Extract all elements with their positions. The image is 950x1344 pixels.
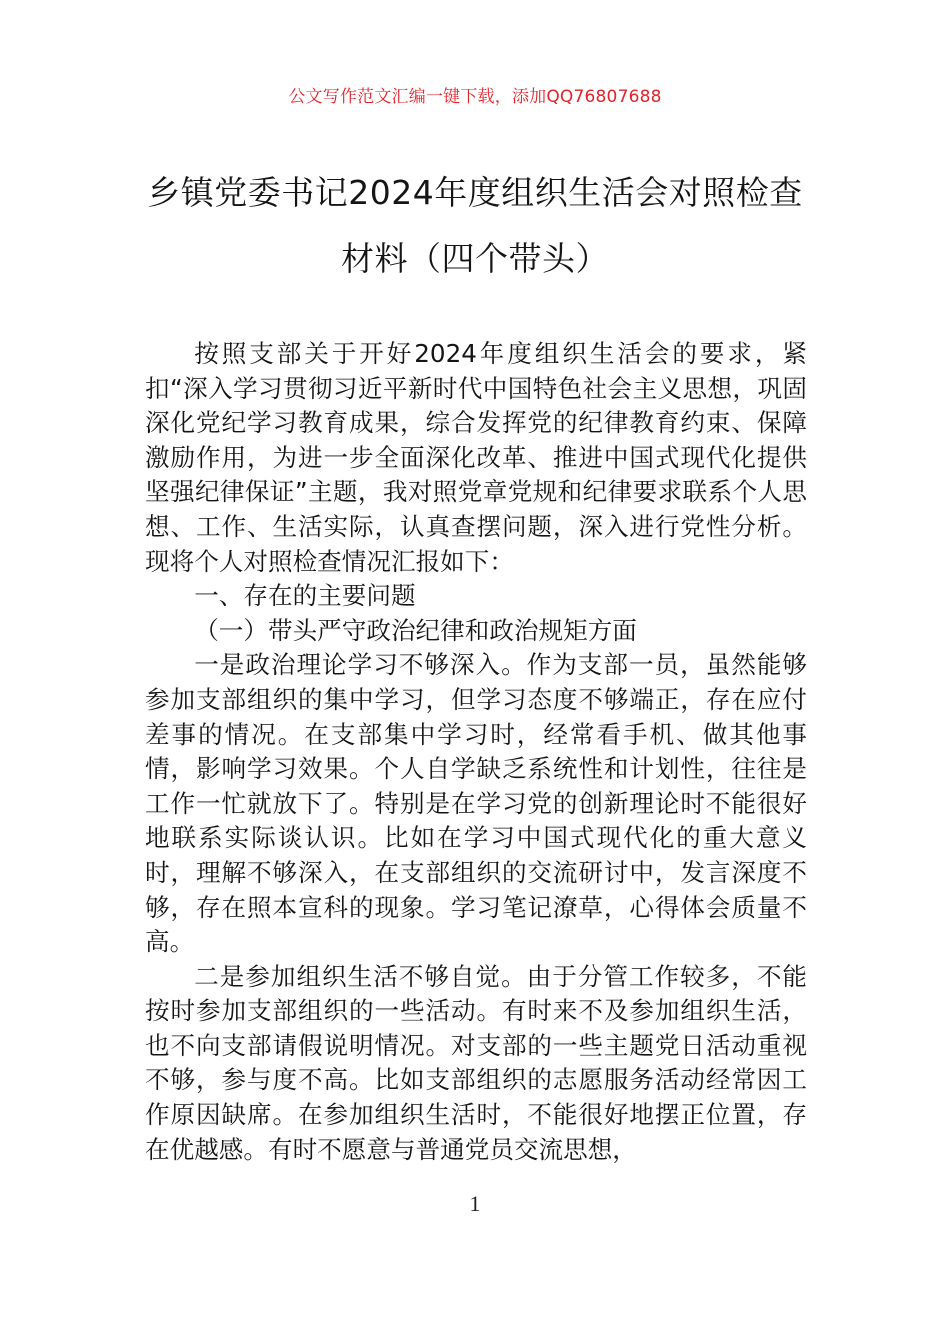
- body-paragraph: 二是参加组织生活不够自觉。由于分管工作较多，不能按时参加支部组织的一些活动。有时来不及参加组织生活，也不向支部请假说明情况。对支部的一些主题党日活动重视不够，参与度不高。比如支部组织的志愿服务活动经常因工作原因缺席。在参加组织生活时，不能很好地摆正位置，存在优越感。有时不愿意与普通党员交流思想，: [145, 961, 807, 1164]
- download-banner: 公文写作范文汇编一键下载，添加QQ76807688: [288, 87, 662, 107]
- section-heading: 一、存在的主要问题: [194, 581, 416, 611]
- subsection-heading: （一）带头严守政治纪律和政治规矩方面: [194, 615, 637, 645]
- document-title: 乡镇党委书记2024年度组织生活会对照检查材料（四个带头）: [147, 173, 803, 278]
- body-paragraph: 一是政治理论学习不够深入。作为支部一员，虽然能够参加支部组织的集中学习，但学习态度不够端正，存在应付差事的情况。在支部集中学习时，经常看手机、做其他事情，影响学习效果。个人自学缺乏系统性和计划性，往往是工作一忙就放下了。特别是在学习党的创新理论时不能很好地联系实际谈认识。比如在学习中国式现代化的重大意义时，理解不够深入，在支部组织的交流研讨中，发言深度不够，存在照本宣科的现象。学习笔记潦草，心得体会质量不高。: [145, 650, 807, 957]
- page-number: 1: [469, 1191, 481, 1216]
- intro-paragraph: 按照支部关于开好2024年度组织生活会的要求，紧扣“深入学习贯彻习近平新时代中国特色社会主义思想，巩固深化党纪学习教育成果，综合发挥党的纪律教育约束、保障激励作用，为进一步全面深化改革、推进中国式现代化提供坚强纪律保证”主题，我对照党章党规和纪律要求联系个人思想、工作、生活实际，认真查摆问题，深入进行党性分析。现将个人对照检查情况汇报如下：: [145, 339, 807, 576]
- document-body: [145, 337, 807, 1167]
